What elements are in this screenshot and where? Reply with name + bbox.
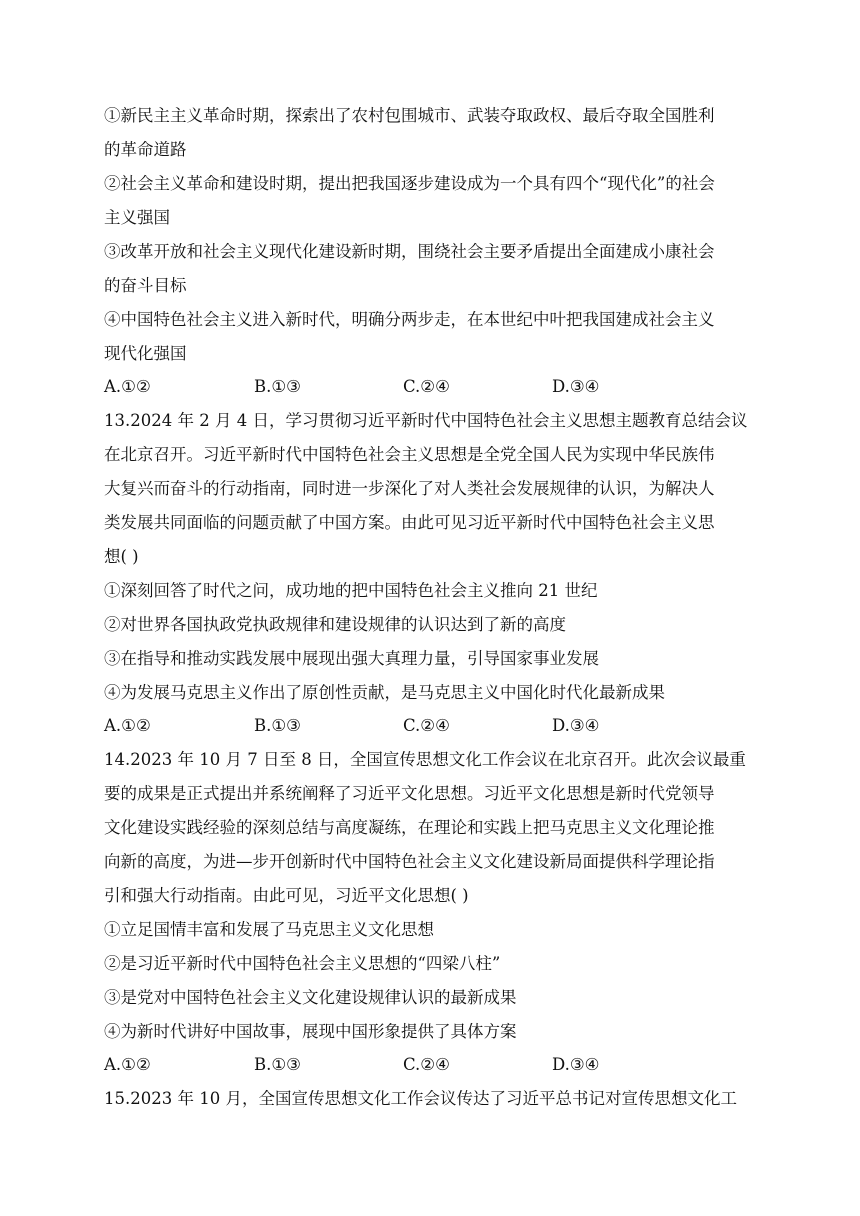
q12-option-3-line-1: ③改革开放和社会主义现代化建设新时期，围绕社会主要矛盾提出全面建成小康社会 <box>104 242 715 261</box>
q13-stem-line-4: 类发展共同面临的问题贡献了中国方案。由此可见习近平新时代中国特色社会主义思 <box>104 513 715 532</box>
q13-stem-line-5: 想( ) <box>104 547 139 566</box>
q12-option-1-line-1: ①新民主主义革命时期，探索出了农村包围城市、武装夺取政权、最后夺取全国胜利 <box>104 106 715 125</box>
q13-stem-line-1: 13.2024 年 2 月 4 日，学习贯彻习近平新时代中国特色社会主义思想主题教育总结会议 <box>104 411 748 430</box>
q13-choice-b: B.①③ <box>254 716 301 735</box>
q12-option-3-line-2: 的奋斗目标 <box>104 276 187 295</box>
q12-choice-a: A.①② <box>104 377 151 396</box>
q13-choice-c: C.②④ <box>403 716 450 735</box>
q14-choice-d: D.③④ <box>552 1055 600 1074</box>
q12-choices <box>104 377 764 397</box>
q14-option-3: ③是党对中国特色社会主义文化建设规律认识的最新成果 <box>104 988 517 1007</box>
q14-stem-line-4: 向新的高度，为进—步开创新时代中国特色社会主义文化建设新局面提供科学理论指 <box>104 852 715 871</box>
q14-choice-c: C.②④ <box>403 1055 450 1074</box>
q14-stem-line-2: 要的成果是正式提出并系统阐释了习近平文化思想。习近平文化思想是新时代党领导 <box>104 784 715 803</box>
q12-option-2-line-1: ②社会主义革命和建设时期，提出把我国逐步建设成为一个具有四个“现代化”的社会 <box>104 174 715 193</box>
q13-option-4: ④为发展马克思主义作出了原创性贡献，是马克思主义中国化时代化最新成果 <box>104 683 665 702</box>
q14-choices <box>104 1055 764 1075</box>
q15-stem-line-1: 15.2023 年 10 月，全国宣传思想文化工作会议传达了习近平总书记对宣传思想文化工 <box>104 1089 737 1108</box>
q13-option-1: ①深刻回答了时代之问，成功地的把中国特色社会主义推向 21 世纪 <box>104 581 598 600</box>
q14-stem-line-1: 14.2023 年 10 月 7 日至 8 日，全国宣传思想文化工作会议在北京召开。此次会议最重 <box>104 750 746 769</box>
q13-stem-line-2: 在北京召开。习近平新时代中国特色社会主义思想是全党全国人民为实现中华民族伟 <box>104 445 715 464</box>
q12-choice-b: B.①③ <box>254 377 301 396</box>
q13-option-2: ②对世界各国执政党执政规律和建设规律的认识达到了新的高度 <box>104 615 566 634</box>
q14-option-4: ④为新时代讲好中国故事，展现中国形象提供了具体方案 <box>104 1022 517 1041</box>
q14-choice-b: B.①③ <box>254 1055 301 1074</box>
q14-stem-line-3: 文化建设实践经验的深刻总结与高度凝练，在理论和实践上把马克思主义文化理论推 <box>104 818 715 837</box>
q12-option-1-line-2: 的革命道路 <box>104 140 187 159</box>
q13-choice-d: D.③④ <box>552 716 600 735</box>
q14-option-2: ②是习近平新时代中国特色社会主义思想的“四梁八柱” <box>104 954 501 973</box>
q13-option-3: ③在指导和推动实践发展中展现出强大真理力量，引导国家事业发展 <box>104 649 599 668</box>
q12-option-4-line-1: ④中国特色社会主义进入新时代，明确分两步走，在本世纪中叶把我国建成社会主义 <box>104 310 715 329</box>
q12-choice-c: C.②④ <box>403 377 450 396</box>
q14-choice-a: A.①② <box>104 1055 151 1074</box>
q13-choice-a: A.①② <box>104 716 151 735</box>
q13-choices <box>104 716 764 736</box>
q12-option-2-line-2: 主义强国 <box>104 208 170 227</box>
q12-option-4-line-2: 现代化强国 <box>104 344 187 363</box>
q12-choice-d: D.③④ <box>552 377 600 396</box>
q14-option-1: ①立足国情丰富和发展了马克思主义文化思想 <box>104 920 434 939</box>
q13-stem-line-3: 大复兴而奋斗的行动指南，同时进一步深化了对人类社会发展规律的认识，为解决人 <box>104 479 715 498</box>
q14-stem-line-5: 引和强大行动指南。由此可见，习近平文化思想( ) <box>104 886 469 905</box>
